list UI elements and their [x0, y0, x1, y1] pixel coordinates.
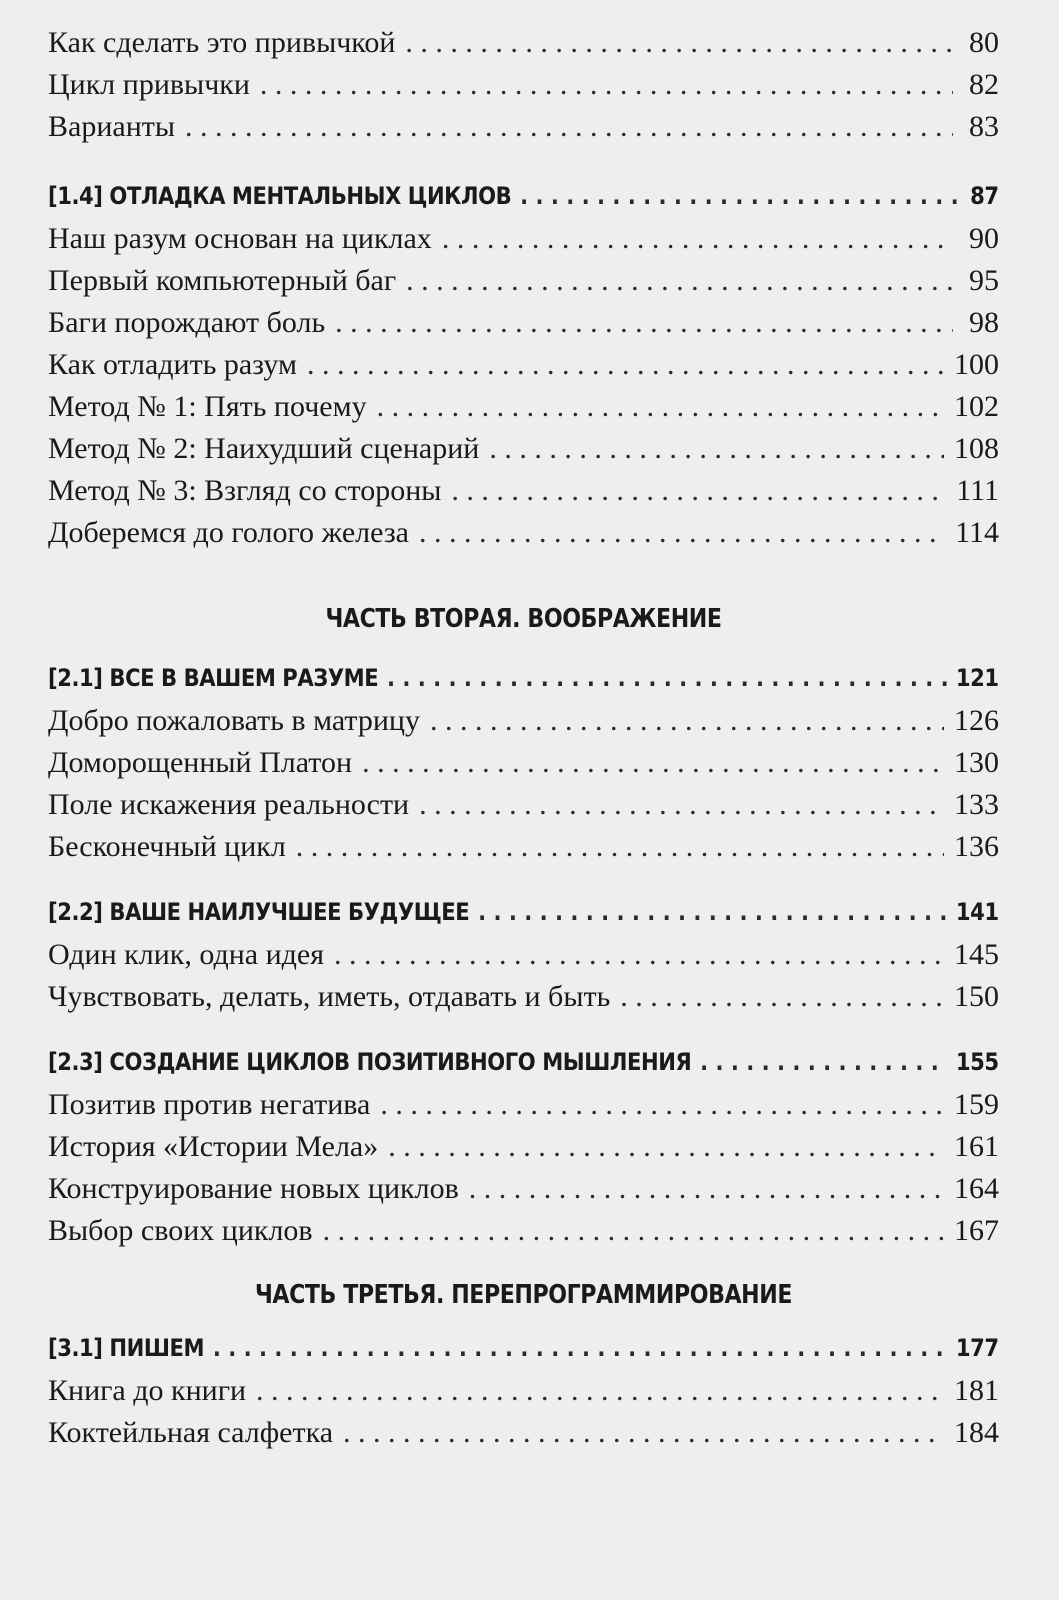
toc-leader-dots — [185, 106, 953, 148]
toc-entry-title: Метод № 2: Наихудший сценарий — [48, 432, 480, 465]
toc-leader-dots — [700, 1040, 947, 1084]
chapter-title: [2.1] ВСЕ В ВАШЕМ РАЗУМЕ — [48, 664, 379, 692]
chapter-page: 177 — [955, 1334, 999, 1362]
toc-entry — [48, 700, 999, 742]
chapter-page: 87 — [970, 182, 999, 210]
chapter-page: 121 — [955, 664, 999, 692]
toc-entry-title: Наш разум основан на циклах — [48, 222, 432, 255]
toc-entry — [48, 1126, 999, 1168]
toc-entry-page: 111 — [956, 474, 999, 507]
toc-entry-page: 133 — [954, 788, 999, 821]
toc-leader-dots — [620, 976, 944, 1018]
toc-leader-dots — [334, 934, 944, 976]
toc-entry-title: Книга до книги — [48, 1374, 247, 1407]
toc-entry-title: Доберемся до голого железа — [48, 516, 409, 549]
chapter-title: [2.3] СОЗДАНИЕ ЦИКЛОВ ПОЗИТИВНОГО МЫШЛЕНИЯ — [48, 1048, 692, 1076]
toc-entry-title: Поле искажения реальности — [48, 788, 410, 821]
toc-entry — [48, 742, 999, 784]
toc-entry-page: 108 — [954, 432, 999, 465]
part-heading: ЧАСТЬ ВТОРАЯ. ВООБРАЖЕНИЕ — [325, 604, 722, 634]
toc-entry — [48, 344, 999, 386]
toc-leader-dots — [335, 302, 953, 344]
toc-leader-dots — [478, 890, 947, 934]
toc-leader-dots — [387, 656, 947, 700]
toc-entry — [48, 470, 999, 512]
chapter-title: [1.4] ОТЛАДКА МЕНТАЛЬНЫХ ЦИКЛОВ — [48, 182, 512, 210]
toc-chapter-heading — [48, 1326, 999, 1370]
toc-entry — [48, 1370, 999, 1412]
toc-leader-dots — [388, 1126, 944, 1168]
toc-entry — [48, 386, 999, 428]
toc-entry — [48, 260, 999, 302]
toc-entry-page: 126 — [954, 704, 999, 737]
toc-entry — [48, 976, 999, 1018]
toc-entry-page: 181 — [954, 1374, 999, 1407]
toc-leader-dots — [323, 1210, 944, 1252]
toc-entry-title: Чувствовать, делать, иметь, отдавать и быть — [48, 980, 611, 1013]
toc-leader-dots — [520, 174, 958, 218]
toc-entry-title: Как сделать это привычкой — [48, 26, 396, 59]
toc-leader-dots — [343, 1412, 944, 1454]
toc-entry — [48, 826, 999, 868]
toc-leader-dots — [362, 742, 944, 784]
part-heading: ЧАСТЬ ТРЕТЬЯ. ПЕРЕПРОГРАММИРОВАНИЕ — [254, 1280, 792, 1310]
toc-leader-dots — [451, 470, 946, 512]
toc-leader-dots — [469, 1168, 944, 1210]
toc-entry-title: Баги порождают боль — [48, 306, 326, 339]
toc-entry-title: Добро пожаловать в матрицу — [48, 704, 420, 737]
toc-entry-title: Бесконечный цикл — [48, 830, 286, 863]
toc-entry-page: 102 — [954, 390, 999, 423]
toc-entry-title: Позитив против негатива — [48, 1088, 371, 1121]
chapter-page: 141 — [955, 898, 999, 926]
toc-entry-title: Коктейльная салфетка — [48, 1416, 334, 1449]
toc-entry-page: 130 — [954, 746, 999, 779]
toc-entry-page: 161 — [954, 1130, 999, 1163]
toc-leader-dots — [489, 428, 944, 470]
toc-chapter-heading — [48, 1040, 999, 1084]
toc-leader-dots — [380, 1084, 944, 1126]
toc-entry — [48, 934, 999, 976]
toc-entry-page: 95 — [969, 264, 999, 297]
toc-entry-page: 136 — [954, 830, 999, 863]
toc-entry-title: Метод № 1: Пять почему — [48, 390, 367, 423]
toc-entry-title: Доморощенный Платон — [48, 746, 353, 779]
toc-entry-title: Метод № 3: Взгляд со стороны — [48, 474, 442, 507]
toc-chapter-heading — [48, 890, 999, 934]
toc-leader-dots — [260, 64, 953, 106]
toc-entry — [48, 22, 999, 64]
toc-entry-title: Варианты — [48, 110, 176, 143]
toc-entry — [48, 64, 999, 106]
toc-entry-title: История «Истории Мела» — [48, 1130, 379, 1163]
toc-leader-dots — [406, 260, 953, 302]
toc-chapter-heading — [48, 174, 999, 218]
toc-entry-page: 164 — [954, 1172, 999, 1205]
toc-entry-page: 100 — [954, 348, 999, 381]
toc-entry-title: Как отладить разум — [48, 348, 297, 381]
toc-leader-dots — [419, 784, 944, 826]
toc-entry-page: 83 — [969, 110, 999, 143]
toc-entry-page: 90 — [969, 222, 999, 255]
toc-entry-page: 114 — [955, 516, 999, 549]
toc-entry-title: Конструирование новых циклов — [48, 1172, 459, 1205]
toc-leader-dots — [442, 218, 953, 260]
toc-leader-dots — [430, 700, 944, 742]
toc-entry-page: 145 — [954, 938, 999, 971]
toc-entry — [48, 512, 999, 554]
toc-entry-page: 150 — [954, 980, 999, 1013]
toc-entry-page: 184 — [954, 1416, 999, 1449]
toc-entry — [48, 1412, 999, 1454]
toc-entry — [48, 218, 999, 260]
toc-entry-page: 80 — [969, 26, 999, 59]
toc-entry — [48, 1084, 999, 1126]
toc-leader-dots — [419, 512, 945, 554]
toc-entry — [48, 428, 999, 470]
toc-entry-title: Первый компьютерный баг — [48, 264, 397, 297]
chapter-page: 155 — [955, 1048, 999, 1076]
toc-leader-dots — [296, 826, 944, 868]
toc-entry-page: 82 — [969, 68, 999, 101]
toc-entry-page: 98 — [969, 306, 999, 339]
toc-entry-title: Один клик, одна идея — [48, 938, 325, 971]
toc-leader-dots — [213, 1326, 947, 1370]
chapter-title: [3.1] ПИШЕМ — [48, 1334, 205, 1362]
toc-chapter-heading — [48, 656, 999, 700]
toc-entry-title: Цикл привычки — [48, 68, 250, 101]
toc-leader-dots — [377, 386, 944, 428]
toc-entry-page: 167 — [954, 1214, 999, 1247]
toc-entry — [48, 1210, 999, 1252]
chapter-title: [2.2] ВАШЕ НАИЛУЧШЕЕ БУДУЩЕЕ — [48, 898, 470, 926]
toc-entry-title: Выбор своих циклов — [48, 1214, 313, 1247]
toc-entry — [48, 106, 999, 148]
toc-entry — [48, 302, 999, 344]
toc-entry — [48, 784, 999, 826]
toc-leader-dots — [307, 344, 944, 386]
toc-entry-page: 159 — [954, 1088, 999, 1121]
toc-leader-dots — [256, 1370, 944, 1412]
toc-entry — [48, 1168, 999, 1210]
toc-leader-dots — [405, 22, 953, 64]
